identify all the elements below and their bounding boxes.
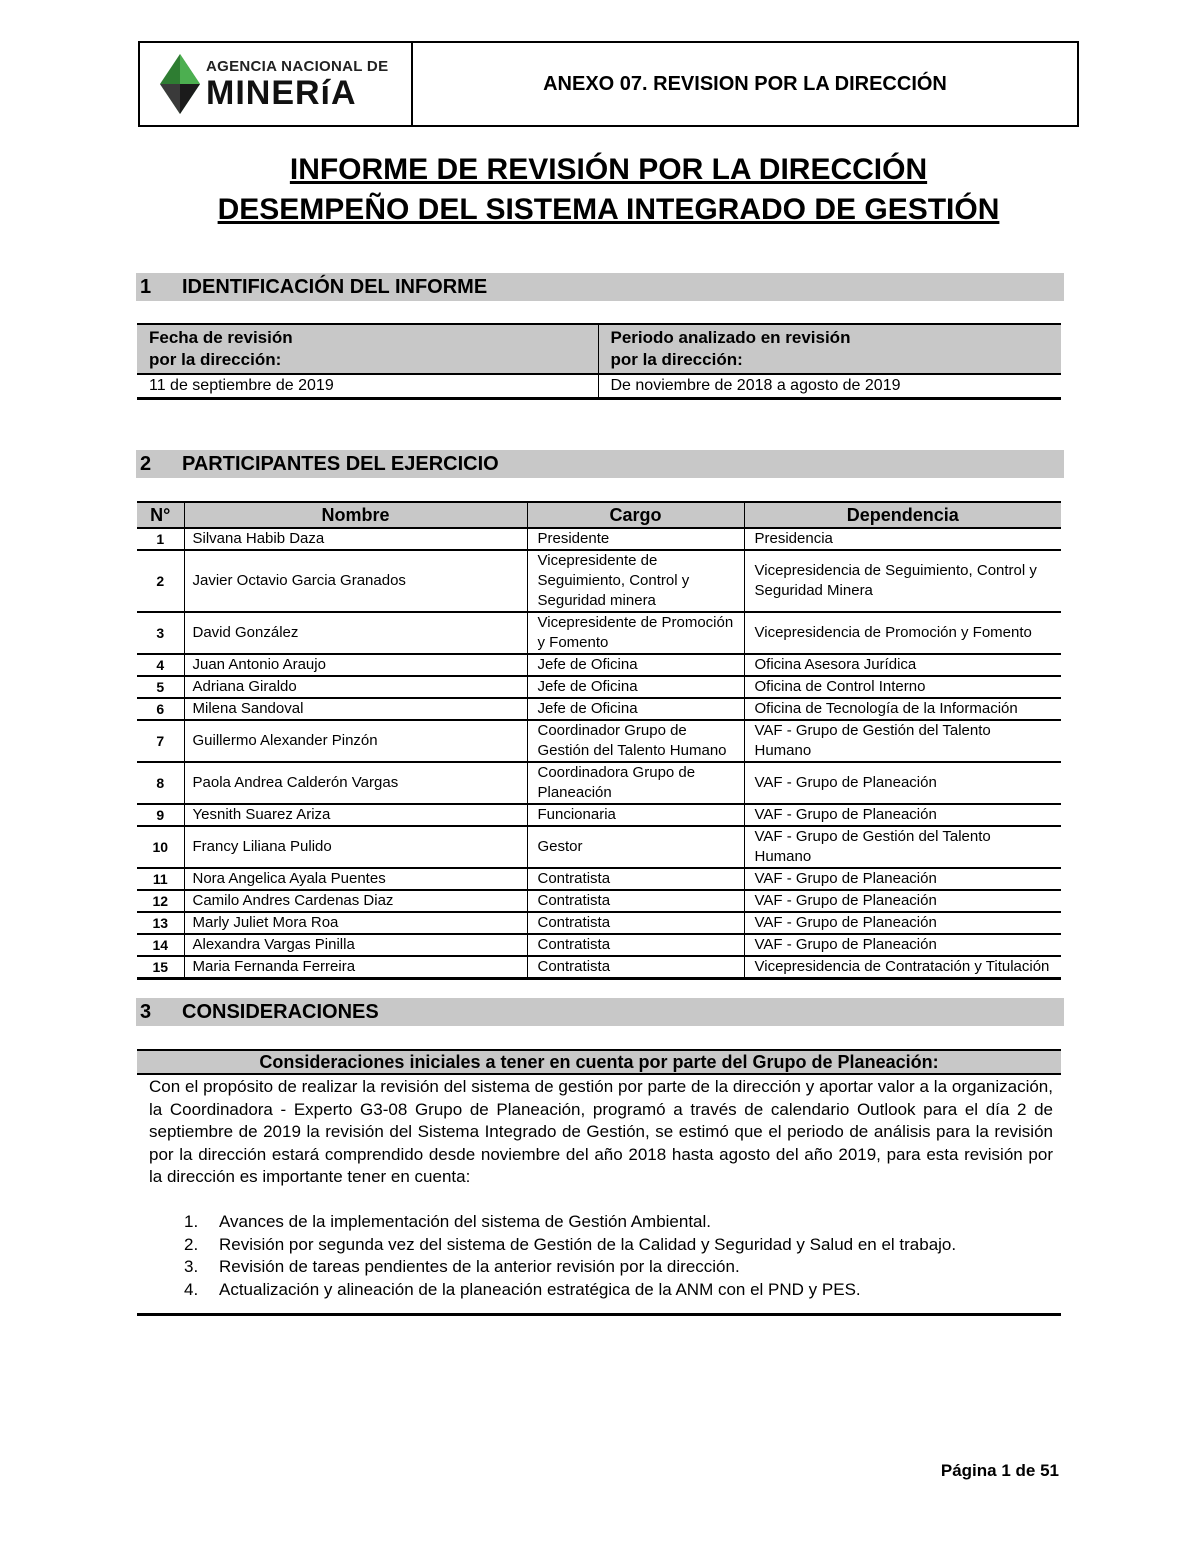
list-item-text: Avances de la implementación del sistema de Gestión Ambiental. [219, 1212, 712, 1231]
column-header-role: Cargo [527, 502, 744, 528]
participant-dependency: Vicepresidencia de Promoción y Fomento [744, 612, 1061, 654]
participant-number: 15 [137, 956, 184, 979]
participant-role: Presidente [527, 528, 744, 550]
participant-dependency: VAF - Grupo de Planeación [744, 912, 1061, 934]
participant-name: Nora Angelica Ayala Puentes [184, 868, 527, 890]
participant-number: 11 [137, 868, 184, 890]
table-row [137, 912, 1061, 934]
list-item-text: Actualización y alineación de la planeación estratégica de la ANM con el PND y PES. [219, 1279, 861, 1299]
table-row [137, 698, 1061, 720]
header-line: Periodo analizado en revisión [610, 328, 851, 347]
participant-number: 10 [137, 826, 184, 868]
participant-name: Juan Antonio Araujo [184, 654, 527, 676]
document-header [138, 41, 1079, 127]
list-item-text: Revisión por segunda vez del sistema de Gestión de la Calidad y Seguridad y Salud en el trabajo. [219, 1234, 957, 1254]
list-item [184, 1211, 1044, 1234]
list-item-number: 3. [184, 1257, 199, 1276]
logo [140, 43, 413, 125]
participant-name: Javier Octavio Garcia Granados [184, 550, 527, 612]
participant-role: Contratista [527, 868, 744, 890]
column-header-number: N° [137, 502, 184, 528]
list-item-number: 4. [184, 1279, 199, 1299]
section-2-heading [136, 450, 1064, 478]
review-date-header [137, 324, 598, 374]
participant-dependency: Oficina de Tecnología de la Información [744, 698, 1061, 720]
title-line2: DESEMPEÑO DEL SISTEMA INTEGRADO DE GESTIÓN [217, 193, 1000, 226]
section-number: 1 [140, 275, 152, 298]
section-1-heading [136, 273, 1064, 301]
column-header-name: Nombre [184, 502, 527, 528]
participant-number: 8 [137, 762, 184, 804]
considerations-list [184, 1211, 1044, 1301]
header-line: Fecha de revisión [149, 328, 293, 347]
participant-role: Jefe de Oficina [527, 698, 744, 720]
section-title: IDENTIFICACIÓN DEL INFORME [182, 275, 488, 298]
participant-dependency: VAF - Grupo de Planeación [744, 762, 1061, 804]
table-row [137, 804, 1061, 826]
participant-dependency: Oficina Asesora Jurídica [744, 654, 1061, 676]
diamond-logo-icon [160, 54, 200, 114]
participants-table [137, 501, 1061, 980]
participant-role: Vicepresidente de Seguimiento, Control y Seguridad minera [527, 550, 744, 612]
column-header-dependency: Dependencia [744, 502, 1061, 528]
section-title: PARTICIPANTES DEL EJERCICIO [182, 452, 499, 475]
participant-number: 3 [137, 612, 184, 654]
participant-number: 5 [137, 676, 184, 698]
participant-role: Contratista [527, 890, 744, 912]
considerations-header: Consideraciones iniciales a tener en cuenta por parte del Grupo de Planeación: [137, 1049, 1061, 1075]
participant-role: Funcionaria [527, 804, 744, 826]
participant-name: Maria Fernanda Ferreira [184, 956, 527, 979]
participant-role: Jefe de Oficina [527, 676, 744, 698]
participant-number: 2 [137, 550, 184, 612]
section-number: 3 [140, 1000, 152, 1023]
participant-dependency: VAF - Grupo de Planeación [744, 804, 1061, 826]
participant-dependency: Oficina de Control Interno [744, 676, 1061, 698]
participant-name: Milena Sandoval [184, 698, 527, 720]
section-3-heading [136, 998, 1064, 1026]
participant-role: Jefe de Oficina [527, 654, 744, 676]
participant-name: Adriana Giraldo [184, 676, 527, 698]
page-number: Página 1 de 51 [940, 1461, 1059, 1480]
participant-number: 14 [137, 934, 184, 956]
participant-number: 12 [137, 890, 184, 912]
participant-role: Vicepresidente de Promoción y Fomento [527, 612, 744, 654]
table-row [137, 612, 1061, 654]
document-title [138, 150, 1079, 230]
title-line1: INFORME DE REVISIÓN POR LA DIRECCIÓN [289, 153, 928, 186]
annex-title: ANEXO 07. REVISION POR LA DIRECCIÓN [543, 72, 947, 95]
participant-name: Paola Andrea Calderón Vargas [184, 762, 527, 804]
participant-number: 9 [137, 804, 184, 826]
participant-name: Silvana Habib Daza [184, 528, 527, 550]
table-row [137, 528, 1061, 550]
table-row [137, 934, 1061, 956]
table-row [137, 890, 1061, 912]
participant-dependency: VAF - Grupo de Planeación [744, 890, 1061, 912]
participant-name: Francy Liliana Pulido [184, 826, 527, 868]
list-item [184, 1234, 1044, 1257]
list-item-number: 2. [184, 1234, 199, 1254]
participant-name: Camilo Andres Cardenas Diaz [184, 890, 527, 912]
table-row [137, 676, 1061, 698]
table-row [137, 762, 1061, 804]
participant-number: 4 [137, 654, 184, 676]
table-row [137, 550, 1061, 612]
participant-number: 1 [137, 528, 184, 550]
analyzed-period-header [598, 324, 1061, 374]
header-line: por la dirección: [149, 350, 282, 369]
identification-table [137, 323, 1061, 400]
participant-role: Coordinadora Grupo de Planeación [527, 762, 744, 804]
section-number: 2 [140, 452, 152, 475]
section-title: CONSIDERACIONES [182, 1000, 379, 1023]
logo-text-line1: AGENCIA NACIONAL DE [206, 57, 389, 75]
table-row [137, 720, 1061, 762]
participant-dependency: Vicepresidencia de Seguimiento, Control y Seguridad Minera [744, 550, 1061, 612]
participant-dependency: VAF - Grupo de Planeación [744, 868, 1061, 890]
participant-number: 6 [137, 698, 184, 720]
participant-name: Marly Juliet Mora Roa [184, 912, 527, 934]
logo-text-line2: MINERíA [206, 73, 357, 112]
table-row [137, 826, 1061, 868]
participant-dependency: Vicepresidencia de Contratación y Titulación [744, 956, 1061, 979]
participant-number: 7 [137, 720, 184, 762]
participant-dependency: Presidencia [744, 528, 1061, 550]
considerations-bottom-rule [137, 1313, 1061, 1316]
table-row [137, 868, 1061, 890]
table-row [137, 956, 1061, 979]
participant-name: Yesnith Suarez Ariza [184, 804, 527, 826]
participant-number: 13 [137, 912, 184, 934]
header-line: por la dirección: [610, 350, 743, 369]
list-item [184, 1279, 1044, 1302]
participant-role: Gestor [527, 826, 744, 868]
participant-dependency: VAF - Grupo de Planeación [744, 934, 1061, 956]
considerations-paragraph: Con el propósito de realizar la revisión del sistema de gestión por parte de la dirección y aportar valor a la organización, la Coordinadora - Experto G3-08 Grupo de Planeación, programó a través de calendario Outlook para el día 2 de septiembre de 2019 la revisión del Sistema Integrado de Gestión, se estimó que el periodo de análisis para la revisión por la dirección estará comprendido desde noviembre del año 2018 hasta agosto del año 2019, para esta revisión por la dirección es importante tener en cuenta: [149, 1077, 1053, 1186]
list-item-text: Revisión de tareas pendientes de la anterior revisión por la dirección. [219, 1257, 740, 1276]
list-item [184, 1256, 1044, 1279]
participant-role: Coordinador Grupo de Gestión del Talento Humano [527, 720, 744, 762]
participant-dependency: VAF - Grupo de Gestión del Talento Humano [744, 826, 1061, 868]
participant-name: Guillermo Alexander Pinzón [184, 720, 527, 762]
participant-dependency: VAF - Grupo de Gestión del Talento Humano [744, 720, 1061, 762]
participant-role: Contratista [527, 934, 744, 956]
participant-name: Alexandra Vargas Pinilla [184, 934, 527, 956]
participant-role: Contratista [527, 956, 744, 979]
participant-role: Contratista [527, 912, 744, 934]
table-row [137, 654, 1061, 676]
participant-name: David González [184, 612, 527, 654]
review-date-value: 11 de septiembre de 2019 [137, 374, 598, 399]
analyzed-period-value: De noviembre de 2018 a agosto de 2019 [598, 374, 1061, 399]
list-item-number: 1. [184, 1212, 199, 1231]
